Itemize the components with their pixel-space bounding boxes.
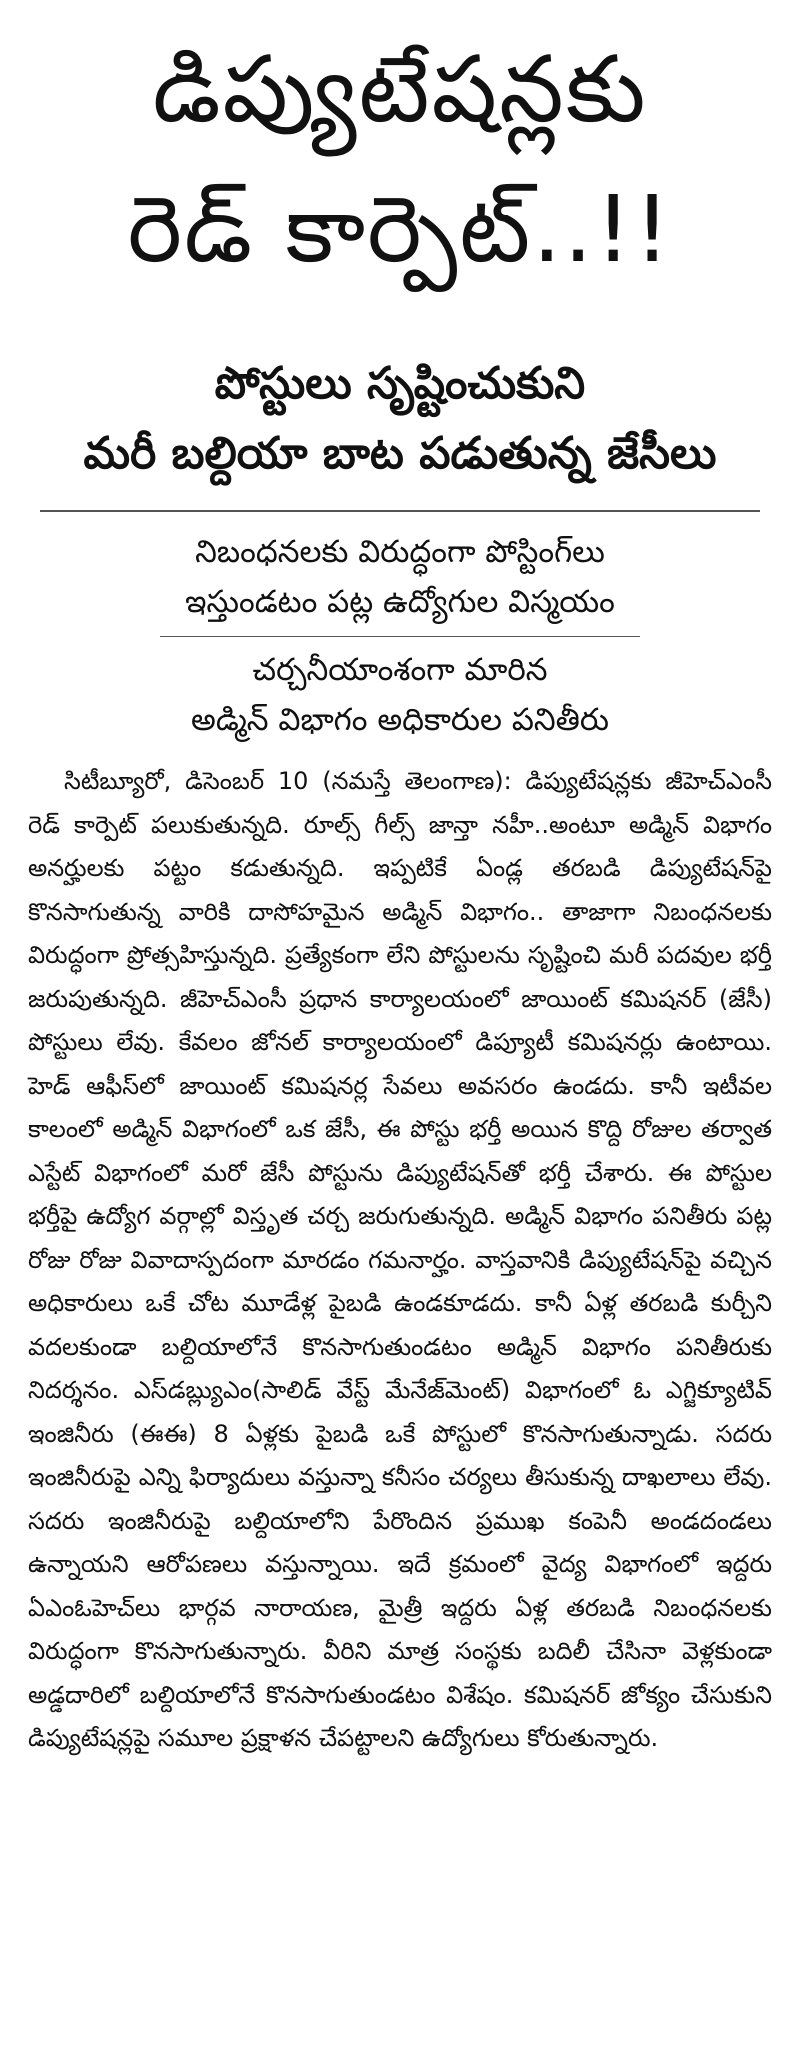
- divider-rule: [40, 510, 760, 512]
- subheadline-line-2: మరీ బల్దియా బాట పడుతున్న జేసీలు: [83, 428, 717, 479]
- deck-divider-rule: [160, 636, 640, 637]
- deck-line-1: నిబంధనలకు విరుద్ధంగా పోస్టింగ్‌లు: [195, 534, 605, 570]
- deck-line-3: చర్చనీయాంశంగా మారిన: [252, 652, 548, 688]
- deck-line-4: అడ్మిన్ విభాగం అధికారుల పనితీరు: [191, 702, 609, 738]
- headline-line-2: రెడ్ కార్పెట్..!!: [127, 176, 673, 283]
- deck-line-2: ఇస్తుండటం పట్ల ఉద్యోగుల విస్మయం: [185, 584, 615, 620]
- article-body: సిటీబ్యూరో, డిసెంబర్ 10 (నమస్తే తెలంగాణ): డిప్యుటేషన్లకు జీహెచ్‌ఎంసీ రెడ్ కార్పెట్ పలుకుతున్నది. రూల్స్ గీల్స్ జాన్తా నహీ..అంటూ అడ్మిన్ విభాగం అనర్హులకు పట్టం కడుతున్నది. ఇప్పటికే ఏండ్ల తరబడి డిప్యుటేషన్‌పై కొనసాగుతున్న వారికి దాసోహమైన అడ్మిన్ విభాగం.. తాజాగా నిబంధనలకు విరుద్ధంగా ప్రోత్సహిస్తున్నది. ప్రత్యేకంగా లేని పోస్టులను సృష్టించి మరీ పదవుల భర్తీ జరుపుతున్నది. జీహెచ్‌ఎంసీ ప్రధాన కార్యాలయంలో జాయింట్ కమిషనర్ (జేసీ) పోస్టులు లేవు. కేవలం జోనల్ కార్యాలయంలో డిప్యూటీ కమిషనర్లు ఉంటాయి. హెడ్ ఆఫీస్‌లో జాయింట్ కమిషనర్ల సేవలు అవసరం ఉండదు. కానీ ఇటీవల కాలంలో అడ్మిన్ విభాగంలో ఒక జేసీ, ఈ పోస్టు భర్తీ అయిన కొద్ది రోజుల తర్వాత ఎస్టేట్ విభాగంలో మరో జేసీ పోస్టును డిప్యుటేషన్‌తో భర్తీ చేశారు. ఈ పోస్టుల భర్తీపై ఉద్యోగ వర్గాల్లో విస్తృత చర్చ జరుగుతున్నది. అడ్మిన్ విభాగం పనితీరు పట్ల రోజు రోజు వివాదాస్పదంగా మారడం గమనార్హం. వాస్తవానికి డిప్యుటేషన్‌పై వచ్చిన అధికారులు ఒకే చోట మూడేళ్ల పైబడి ఉండకూడదు. కానీ ఏళ్ల తరబడి కుర్చీని వదలకుండా బల్దియాలోనే కొనసాగుతుండటం అడ్మిన్ విభాగం పనితీరుకు నిదర్శనం. ఎస్‌డబ్ల్యుఎం(సాలిడ్ వేస్ట్ మేనేజ్‌మెంట్) విభాగంలో ఓ ఎగ్జిక్యూటివ్ ఇంజినీరు (ఈఈ) 8 ఏళ్లకు పైబడి ఒకే పోస్టులో కొనసాగుతున్నాడు. సదరు ఇంజినీరుపై ఎన్ని ఫిర్యాదులు వస్తున్నా కనీసం చర్యలు తీసుకున్న దాఖలాలు లేవు. సదరు ఇంజినీరుపై బల్దియాలోని పేరొందిన ప్రముఖ కంపెనీ అండదండలు ఉన్నాయని ఆరోపణలు వస్తున్నాయి. ఇదే క్రమంలో వైద్య విభాగంలో ఇద్దరు ఏఎంఓహెచ్‌లు భార్గవ నారాయణ, మైత్రీ ఇద్దరు ఏళ్ల తరబడి నిబంధనలకు విరుద్ధంగా కొనసాగుతున్నారు. వీరిని మాత్ర సంస్థకు బదిలీ చేసినా వెళ్లకుండా అడ్డదారిలో బల్దియాలోనే కొనసాగుతుండటం విశేషం. కమిషనర్ జోక్యం చేసుకుని డిప్యుటేషన్లపై సమూల ప్రక్షాళన చేపట్టాలని ఉద్యోగులు కోరుతున్నారు.: [28, 767, 772, 1752]
- headline-line-1: డిప్యుటేషన్లకు: [152, 36, 648, 143]
- subheadline-line-1: పోస్టులు సృష్టించుకుని: [214, 358, 586, 409]
